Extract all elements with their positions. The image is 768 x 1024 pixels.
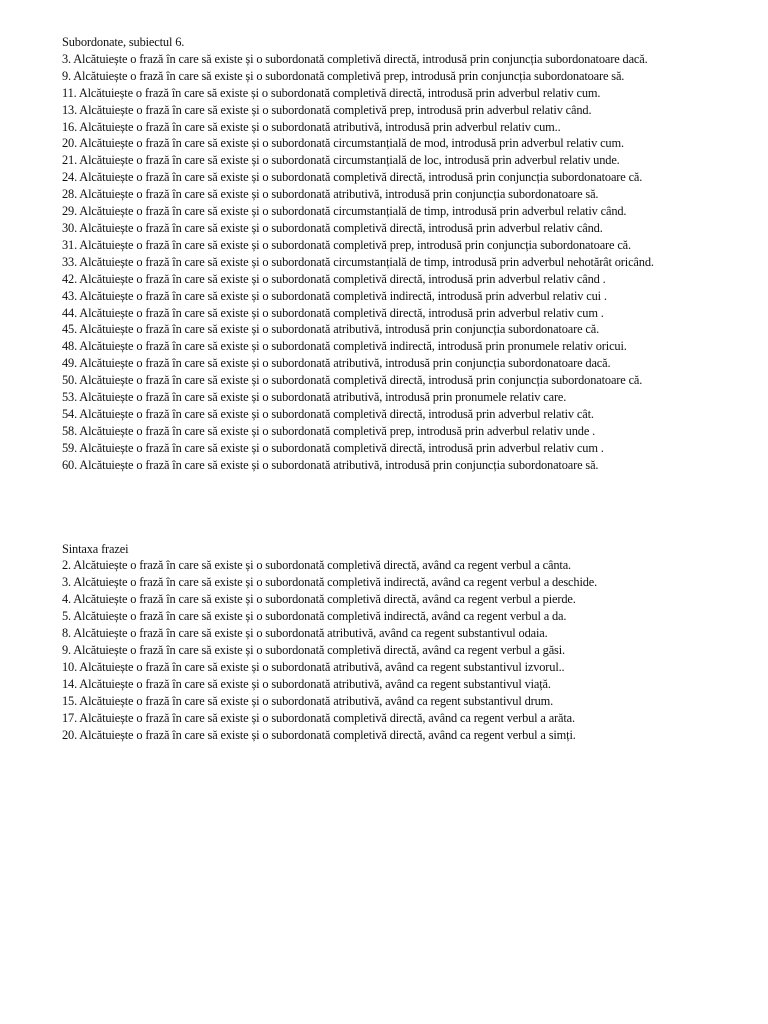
exercise-item: 3. Alcătuiește o frază în care să existe și o subordonată completivă indirectă, având ca regent verbul a deschide. <box>62 575 598 590</box>
exercise-item: 43. Alcătuiește o frază în care să existe și o subordonată completivă indirectă, introdusă prin adverbul relativ cui . <box>62 288 607 303</box>
exercise-item: 2. Alcătuiește o frază în care să existe și o subordonată completivă directă, având ca regent verbul a cânta. <box>62 558 571 573</box>
exercise-item: 15. Alcătuiește o frază în care să existe și o subordonată atributivă, având ca regent substantivul drum. <box>62 693 554 708</box>
exercise-item: 54. Alcătuiește o frază în care să existe și o subordonată completivă directă, introdusă prin adverbul relativ cât. <box>62 406 594 421</box>
exercise-item: 58. Alcătuiește o frază în care să existe și o subordonată completivă prep, introdusă prin adverbul relativ unde . <box>62 423 596 438</box>
exercise-item: 44. Alcătuiește o frază în care să existe și o subordonată completivă directă, introdusă prin adverbul relativ cum . <box>62 305 604 320</box>
exercise-list <box>62 51 722 474</box>
exercise-item: 17. Alcătuiește o frază în care să existe și o subordonată completivă directă, având ca regent verbul a arăta. <box>62 710 575 725</box>
exercise-item: 16. Alcătuiește o frază în care să existe și o subordonată atributivă, introdusă prin adverbul relativ cum.. <box>62 119 561 134</box>
exercise-item: 29. Alcătuiește o frază în care să existe și o subordonată circumstanțială de timp, introdusă prin adverbul relativ când. <box>62 204 627 219</box>
exercise-item: 48. Alcătuiește o frază în care să existe și o subordonată completivă indirectă, introdusă prin pronumele relativ oricui. <box>62 339 627 354</box>
exercise-item: 10. Alcătuiește o frază în care să existe și o subordonată atributivă, având ca regent substantivul izvorul.. <box>62 659 565 674</box>
exercise-item: 33. Alcătuiește o frază în care să existe și o subordonată circumstanțială de timp, introdusă prin adverbul nehotărât oricând. <box>62 254 654 269</box>
exercise-item: 5. Alcătuiește o frază în care să existe și o subordonată completivă indirectă, având ca regent verbul a da. <box>62 609 567 624</box>
section-title: Subordonate, subiectul 6. <box>62 35 185 49</box>
exercise-item: 45. Alcătuiește o frază în care să existe și o subordonată atributivă, introdusă prin conjuncția subordonatoare că. <box>62 322 600 337</box>
exercise-item: 28. Alcătuiește o frază în care să existe și o subordonată atributivă, introdusă prin conjuncția subordonatoare să. <box>62 187 599 202</box>
section-title: Sintaxa frazei <box>62 541 129 556</box>
exercise-item: 14. Alcătuiește o frază în care să existe și o subordonată atributivă, având ca regent substantivul viață. <box>62 676 551 691</box>
section-gap <box>62 474 722 541</box>
exercise-item: 59. Alcătuiește o frază în care să existe și o subordonată completivă directă, introdusă prin adverbul relativ cum . <box>62 440 604 455</box>
document-page <box>62 34 722 743</box>
section-sintaxa-frazei <box>62 541 722 744</box>
exercise-item: 11. Alcătuiește o frază în care să existe și o subordonată completivă directă, introdusă prin adverbul relativ cum. <box>62 85 601 100</box>
exercise-item: 24. Alcătuiește o frază în care să existe și o subordonată completivă directă, introdusă prin conjuncția subordonatoare că. <box>62 170 643 185</box>
exercise-item: 4. Alcătuiește o frază în care să existe și o subordonată completivă directă, având ca regent verbul a pierde. <box>62 592 576 607</box>
exercise-item: 9. Alcătuiește o frază în care să existe și o subordonată completivă prep, introdusă prin conjuncția subordonatoare să. <box>62 68 625 83</box>
exercise-item: 60. Alcătuiește o frază în care să existe și o subordonată atributivă, introdusă prin conjuncția subordonatoare să. <box>62 457 599 472</box>
exercise-item: 50. Alcătuiește o frază în care să existe și o subordonată completivă directă, introdusă prin conjuncția subordonatoare că. <box>62 373 643 388</box>
exercise-item: 31. Alcătuiește o frază în care să existe și o subordonată completivă prep, introdusă prin conjuncția subordonatoare că. <box>62 237 631 252</box>
exercise-item: 13. Alcătuiește o frază în care să existe și o subordonată completivă prep, introdusă prin adverbul relativ când. <box>62 102 592 117</box>
exercise-item: 9. Alcătuiește o frază în care să existe și o subordonată completivă directă, având ca regent verbul a găsi. <box>62 643 565 657</box>
exercise-item: 21. Alcătuiește o frază în care să existe și o subordonată circumstanțială de loc, introdusă prin adverbul relativ unde. <box>62 153 620 168</box>
exercise-item: 49. Alcătuiește o frază în care să existe și o subordonată atributivă, introdusă prin conjuncția subordonatoare dacă. <box>62 356 611 371</box>
exercise-item: 8. Alcătuiește o frază în care să existe și o subordonată atributivă, având ca regent substantivul odaia. <box>62 626 548 641</box>
exercise-item: 53. Alcătuiește o frază în care să existe și o subordonată atributivă, introdusă prin pronumele relativ care. <box>62 390 567 405</box>
exercise-item: 20. Alcătuiește o frază în care să existe și o subordonată completivă directă, având ca regent verbul a simți. <box>62 727 576 742</box>
exercise-list <box>62 557 722 743</box>
exercise-item: 20. Alcătuiește o frază în care să existe și o subordonată circumstanțială de mod, introdusă prin adverbul relativ cum. <box>62 136 624 151</box>
exercise-item: 30. Alcătuiește o frază în care să existe și o subordonată completivă directă, introdusă prin adverbul relativ când. <box>62 220 603 235</box>
section-subordonate <box>62 34 722 474</box>
exercise-item: 42. Alcătuiește o frază în care să existe și o subordonată completivă directă, introdusă prin adverbul relativ când . <box>62 271 606 286</box>
exercise-item: 3. Alcătuiește o frază în care să existe și o subordonată completivă directă, introdusă prin conjuncția subordonatoare dacă. <box>62 51 648 66</box>
